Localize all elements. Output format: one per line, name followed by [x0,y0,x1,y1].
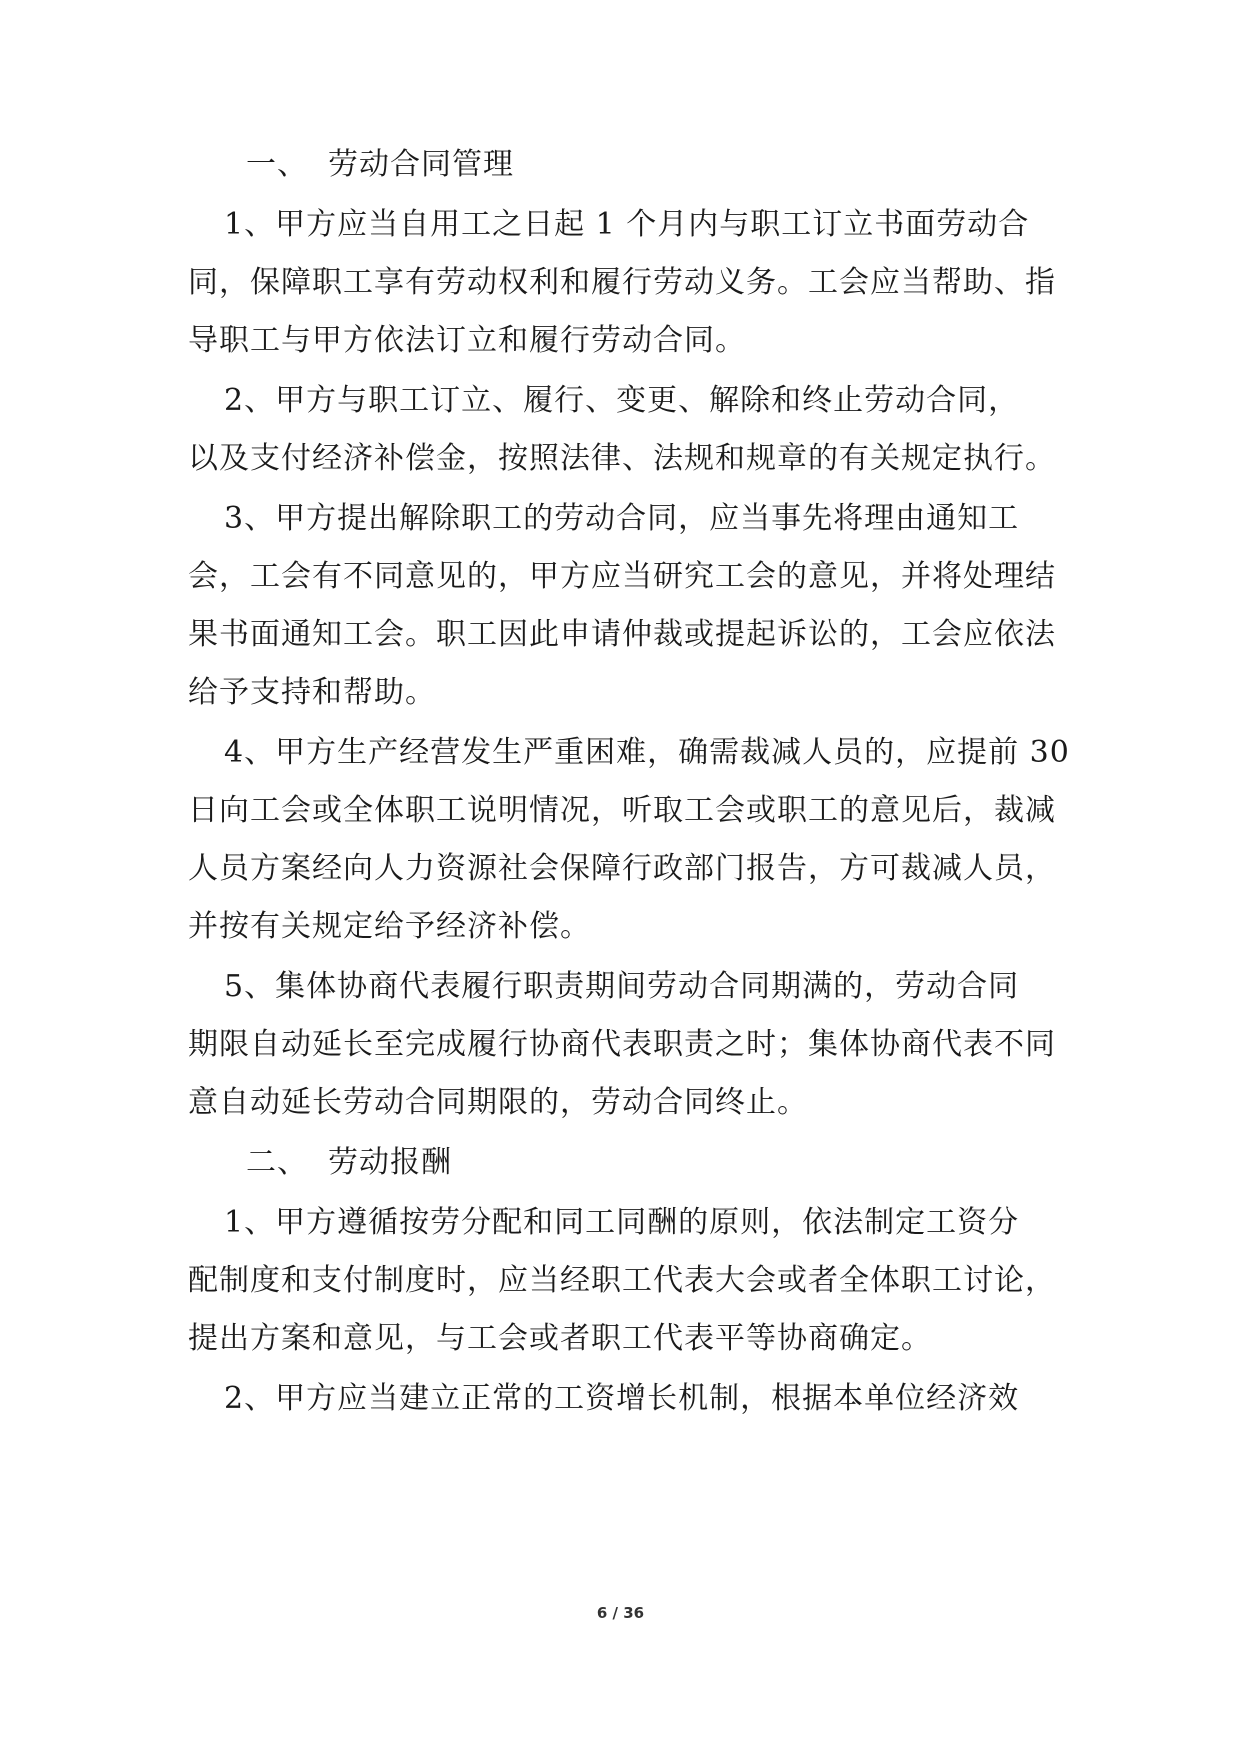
section-heading-1 [246,147,514,183]
paragraph-line: 同，保障职工享有劳动权利和履行劳动义务。工会应当帮助、指 [188,265,1056,300]
paragraph-line: 1、甲方遵循按劳分配和同工同酬的原则，依法制定工资分 [224,1205,1020,1240]
paragraph-line: 4、甲方生产经营发生严重困难，确需裁减人员的，应提前 30 [224,735,1070,770]
paragraph-line: 期限自动延长至完成履行协商代表职责之时；集体协商代表不同 [188,1027,1056,1062]
paragraph-line: 3、甲方提出解除职工的劳动合同，应当事先将理由通知工 [224,501,1020,536]
paragraph-line: 配制度和支付制度时，应当经职工代表大会或者全体职工讨论， [188,1263,1056,1298]
page-number: 6 / 36 [596,1604,645,1622]
paragraph-line: 提出方案和意见，与工会或者职工代表平等协商确定。 [188,1321,932,1356]
paragraph-line: 日向工会或全体职工说明情况，听取工会或职工的意见后，裁减 [188,793,1056,828]
paragraph-line: 会，工会有不同意见的，甲方应当研究工会的意见，并将处理结 [188,559,1056,594]
paragraph-line: 果书面通知工会。职工因此申请仲裁或提起诉讼的，工会应依法 [188,617,1056,652]
paragraph-line: 给予支持和帮助。 [188,675,436,710]
paragraph-line: 5、集体协商代表履行职责期间劳动合同期满的，劳动合同 [224,969,1020,1004]
section-number: 二、 [246,1145,308,1180]
section-heading-2 [246,1145,452,1181]
paragraph-line: 意自动延长劳动合同期限的，劳动合同终止。 [188,1085,808,1120]
section-title: 劳动报酬 [328,1145,452,1180]
paragraph-line: 人员方案经向人力资源社会保障行政部门报告，方可裁减人员， [188,851,1056,886]
paragraph-line: 2、甲方应当建立正常的工资增长机制，根据本单位经济效 [224,1381,1020,1416]
section-number: 一、 [246,147,308,182]
paragraph-line: 2、甲方与职工订立、履行、变更、解除和终止劳动合同， [224,383,1020,418]
paragraph-line: 1、甲方应当自用工之日起 1 个月内与职工订立书面劳动合 [224,207,1030,242]
paragraph-line: 导职工与甲方依法订立和履行劳动合同。 [188,323,746,358]
paragraph-line: 以及支付经济补偿金，按照法律、法规和规章的有关规定执行。 [188,441,1056,476]
paragraph-line: 并按有关规定给予经济补偿。 [188,909,591,944]
section-title: 劳动合同管理 [328,147,514,182]
